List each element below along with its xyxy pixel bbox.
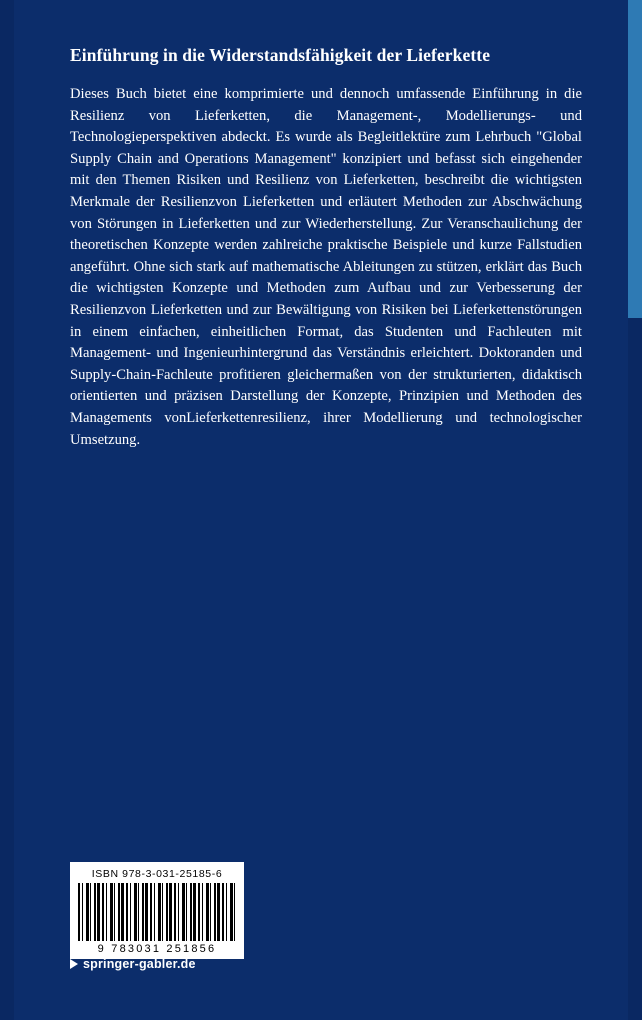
publisher-name: springer-gabler.de [83, 957, 196, 971]
right-lower-band [628, 318, 642, 1020]
barcode-block [70, 862, 244, 959]
blurb-container [70, 44, 582, 451]
spine-edge [0, 0, 14, 1020]
barcode-digits: 9 783031 251856 [97, 943, 217, 955]
isbn-label: ISBN 978-3-031-25185-6 [91, 868, 223, 880]
barcode-bars-icon [78, 883, 236, 941]
blurb-text: Dieses Buch bietet eine komprimierte und dennoch umfassende Einführung in die Resilienz von Lieferketten, die Management-, Modellierungs- und Technologieperspektiven abdeckt. Es wurde als Begleitlektüre zum Lehrbuch "Global Supply Chain and Operations Management" konzipiert und befasst sich eingehender mit den Themen Risiken und Resilienz von Lieferketten, beschreibt die wichtigsten Merkmale der Resilienzvon Lieferketten und erläutert Methoden zur Abschwächung von Störungen in Lieferketten und zur Wiederherstellung. Zur Veranschaulichung der theoretischen Konzepte werden zahlreiche praktische Beispiele und kurze Fallstudien angeführt. Ohne sich stark auf mathematische Ableitungen zu stützen, erklärt das Buch die wichtigsten Konzepte und Methoden zum Aufbau und zur Verbesserung der Resilienzvon Lieferketten und zur Bewältigung von Risiken bei Lieferkettenstörungen in einem einfachen, einheitlichen Format, das Studenten und Fachleuten mit Management- und Ingenieurhintergrund das Verständnis erleichtert. Doktoranden und Supply-Chain-Fachleute profitieren gleichermaßen von der strukturierten, didaktisch orientierten und präzisen Darstellung der Konzepte, Prinzipien und Methoden des Managements vonLieferkettenresilienz, ihrer Modellierung und technologischer Umsetzung. [70, 86, 582, 448]
blurb-title: Einführung in die Widerstandsfähigkeit der Lieferkette [70, 45, 491, 65]
publisher-logo [70, 957, 196, 971]
triangle-right-icon [70, 959, 78, 969]
right-accent-band [628, 0, 642, 318]
